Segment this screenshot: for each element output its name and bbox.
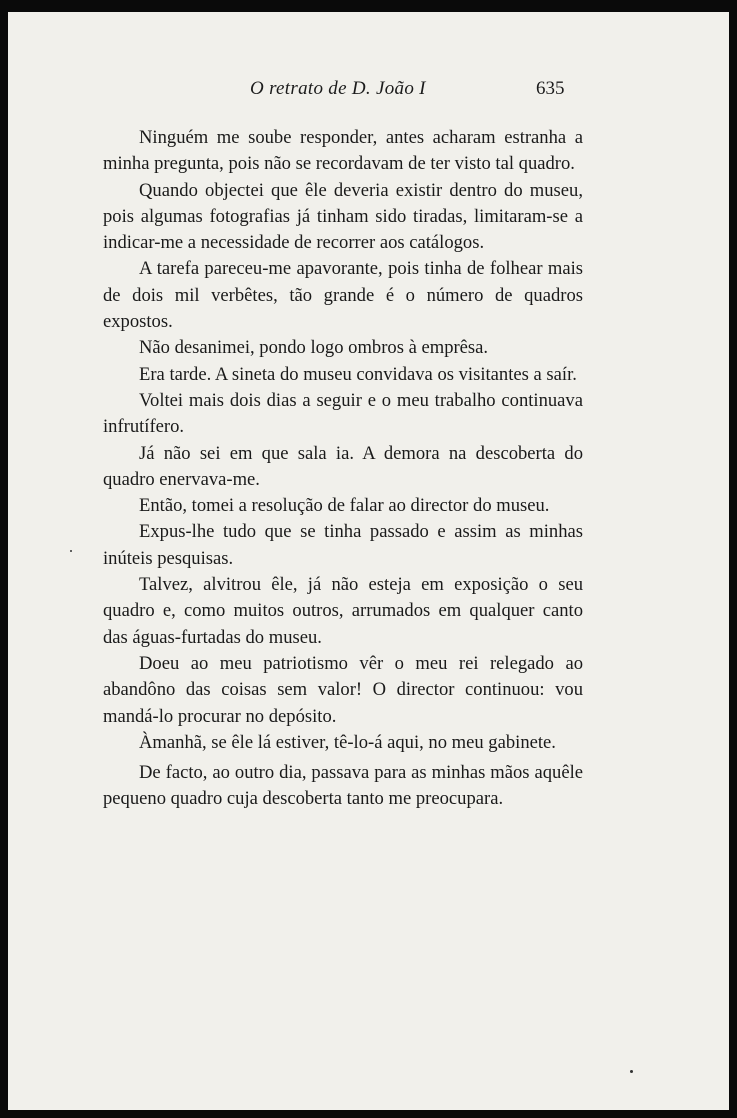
ink-speck: [70, 550, 72, 552]
paragraph: Já não sei em que sala ia. A demora na descoberta do quadro enervava-me.: [103, 442, 583, 490]
paragraph: De facto, ao outro dia, passava para as minhas mãos aquêle pequeno quadro cuja descoberta tanto me preocupara.: [103, 762, 583, 810]
book-page: [8, 12, 729, 1110]
paragraph: Talvez, alvitrou êle, já não esteja em exposição o seu quadro e, como muitos outros, arrumados em qualquer canto das águas-furtadas do museu.: [103, 574, 583, 648]
body-text: [103, 125, 583, 813]
paragraph: Voltei mais dois dias a seguir e o meu trabalho continuava infrutífero.: [103, 389, 583, 438]
paragraph: Então, tomei a resolução de falar ao director do museu.: [139, 495, 550, 517]
running-title: O retrato de D. João I: [250, 78, 426, 99]
page-header: [8, 78, 729, 108]
paragraph: Era tarde. A sineta do museu convidava os visitantes a saír.: [139, 363, 577, 385]
paragraph: Àmanhã, se êle lá estiver, tê-lo-á aqui, no meu gabinete.: [139, 731, 556, 753]
paragraph: Expus-lhe tudo que se tinha passado e assim as minhas inúteis pesquisas.: [103, 521, 583, 569]
paragraph: Doeu ao meu patriotismo vêr o meu rei relegado ao abandôno das coisas sem valor! O director continuou: vou mandá-lo procurar no depósito.: [103, 652, 583, 727]
page-number: 635: [536, 78, 565, 99]
paragraph: Não desanimei, pondo logo ombros à emprêsa.: [139, 337, 489, 359]
ink-speck: [630, 1070, 633, 1073]
paragraph: Quando objectei que êle deveria existir dentro do museu, pois algumas fotografias já tinham sido tiradas, limitaram-se a indicar-me a necessidade de recorrer aos catálogos.: [103, 179, 583, 254]
paragraph: A tarefa pareceu-me apavorante, pois tinha de folhear mais de dois mil verbêtes, tão grande é o número de quadros expostos.: [103, 258, 583, 333]
paragraph: Ninguém me soube responder, antes acharam estranha a minha pregunta, pois não se recordavam de ter visto tal quadro.: [103, 127, 583, 175]
